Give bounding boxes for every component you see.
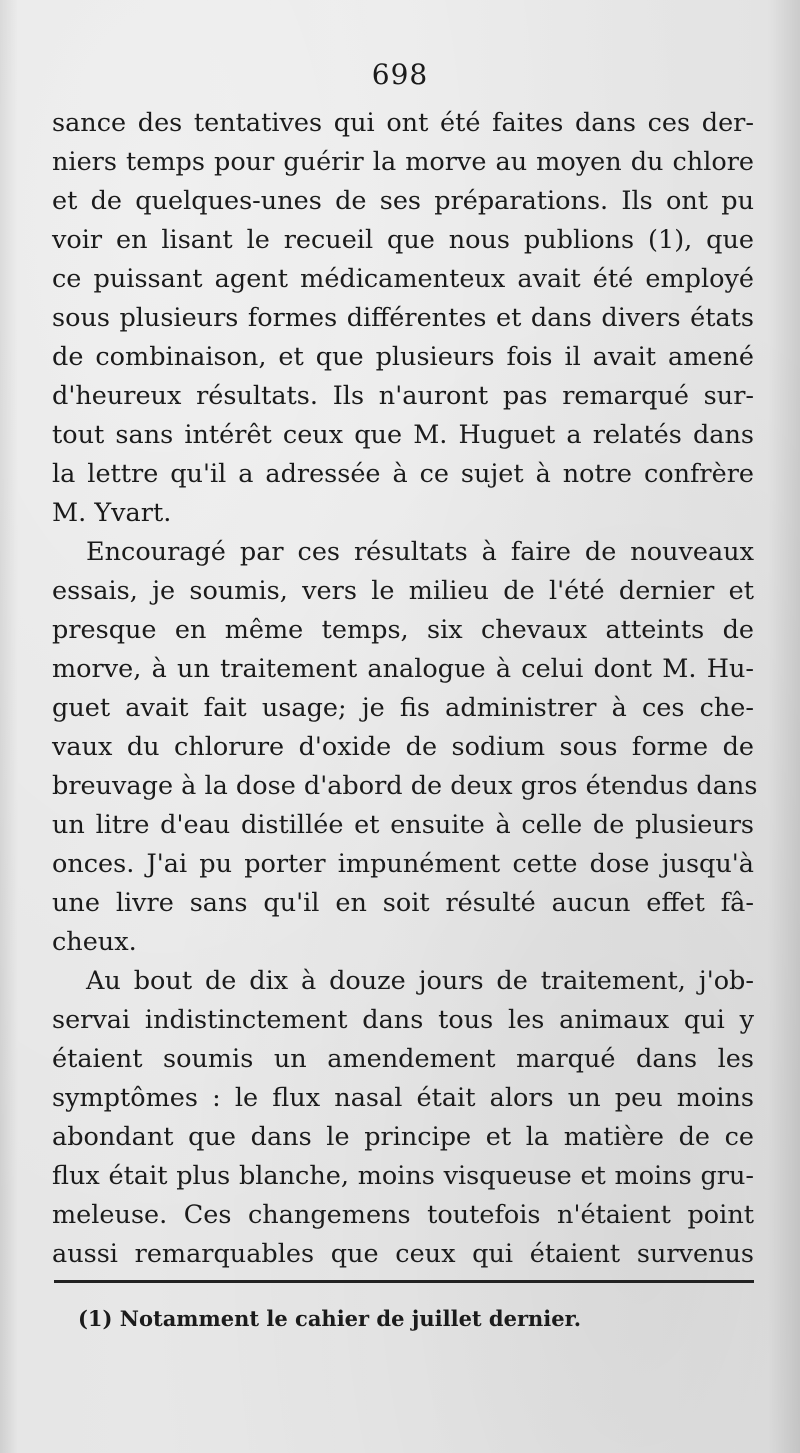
text-line: d'heureux résultats. Ils n'auront pas remarqué sur- (52, 381, 754, 411)
text-line: vaux du chlorure d'oxide de sodium sous forme de (52, 732, 754, 762)
footnote-rule (54, 1280, 754, 1283)
text-line: meleuse. Ces changemens toutefois n'étaient point (52, 1200, 754, 1230)
text-line: abondant que dans le principe et la matière de ce (52, 1122, 754, 1152)
text-line: la lettre qu'il a adressée à ce sujet à notre confrère (52, 459, 754, 489)
text-line: voir en lisant le recueil que nous publions (1), que (52, 225, 754, 255)
page-number: 698 (371, 58, 429, 91)
text-line: Au bout de dix à douze jours de traitement, j'ob- (86, 966, 754, 996)
text-line: niers temps pour guérir la morve au moyen du chlore (52, 147, 754, 177)
text-line: onces. J'ai pu porter impunément cette dose jusqu'à (52, 849, 754, 879)
text-line: essais, je soumis, vers le milieu de l'été dernier et (52, 576, 754, 606)
text-line: Encouragé par ces résultats à faire de nouveaux (86, 537, 754, 567)
text-line: M. Yvart. (52, 498, 172, 528)
text-line: de combinaison, et que plusieurs fois il avait amené (52, 342, 754, 372)
text-line: étaient soumis un amendement marqué dans les (52, 1044, 754, 1074)
footnote: (1) Notamment le cahier de juillet dernier. (78, 1306, 582, 1331)
text-line: tout sans intérêt ceux que M. Huguet a relatés dans (52, 420, 754, 450)
text-line: une livre sans qu'il en soit résulté aucun effet fâ- (52, 888, 754, 918)
text-line: ce puissant agent médicamenteux avait été employé (52, 264, 754, 294)
text-line: morve, à un traitement analogue à celui dont M. Hu- (52, 654, 754, 684)
text-line: aussi remarquables que ceux qui étaient survenus (52, 1239, 754, 1269)
text-line: guet avait fait usage; je fis administrer à ces che- (52, 693, 754, 723)
text-line: un litre d'eau distillée et ensuite à celle de plusieurs (52, 810, 754, 840)
text-line: presque en même temps, six chevaux atteints de (52, 615, 754, 645)
text-line: flux était plus blanche, moins visqueuse et moins gru- (52, 1161, 754, 1191)
text-line: cheux. (52, 927, 137, 957)
text-line: breuvage à la dose d'abord de deux gros étendus dans (52, 771, 758, 801)
text-line: servai indistinctement dans tous les animaux qui y (52, 1005, 754, 1035)
text-line: et de quelques-unes de ses préparations. Ils ont pu (52, 186, 754, 216)
text-line: sance des tentatives qui ont été faites dans ces der- (52, 108, 754, 138)
text-line: symptômes : le flux nasal était alors un peu moins (52, 1083, 754, 1113)
body-text (52, 104, 758, 1274)
text-line: sous plusieurs formes différentes et dans divers états (52, 303, 754, 333)
